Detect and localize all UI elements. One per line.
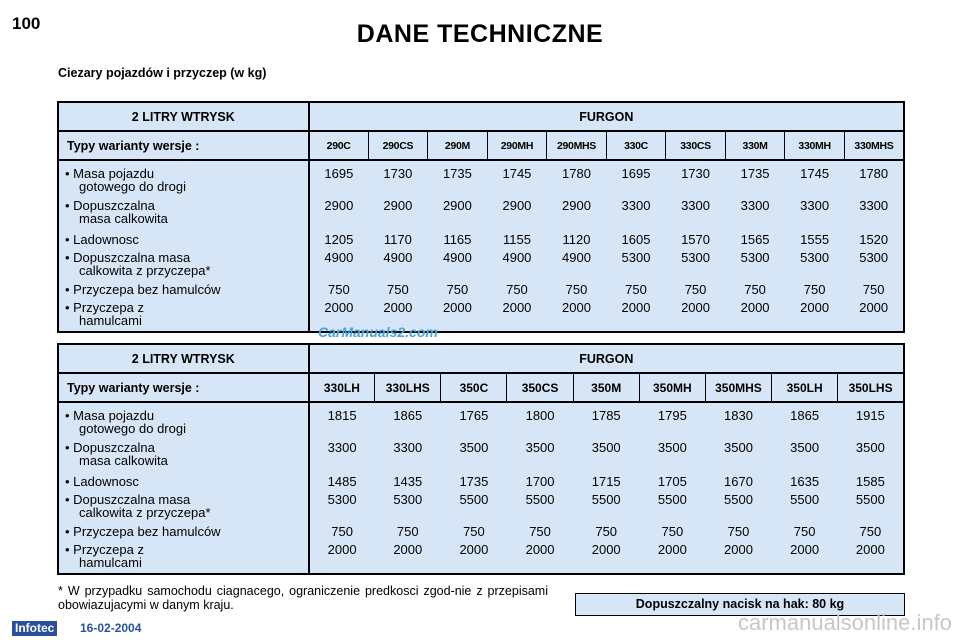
type-column-header: 350MHS [705, 373, 771, 402]
cell-value: 1795 [657, 408, 687, 423]
cell-value: 2000 [441, 543, 507, 574]
cell-value: 2900 [383, 198, 413, 213]
cell-value: 1155 [502, 232, 531, 247]
cell-value: 2000 [368, 301, 428, 332]
type-column-header: 290MH [487, 131, 547, 160]
cell-value: 750 [862, 282, 885, 297]
cell-value: 3300 [393, 440, 423, 455]
row-label: hamulcami [79, 555, 142, 570]
row-label: calkowita z przyczepa* [79, 505, 211, 520]
cell-value: 3500 [657, 440, 687, 455]
table-row [58, 251, 904, 283]
cell-value: 1765 [459, 408, 489, 423]
cell-value: 5300 [393, 492, 423, 507]
cell-value: 2000 [725, 301, 785, 332]
cell-value: 2000 [844, 301, 904, 332]
cell-value: 2000 [606, 301, 666, 332]
cell-value: 1780 [859, 166, 889, 181]
footnote: * W przypadku samochodu ciagnacego, ograniczenie predkosci zgod-nie z przepisami obowiazujacymi w danym kraju. [58, 584, 548, 612]
body-type-header: FURGON [309, 344, 904, 373]
cell-value: 750 [744, 282, 766, 297]
type-column-header: 290M [428, 131, 488, 160]
engine-header: 2 LITRY WTRYSK [58, 344, 309, 373]
type-column-header: 350C [441, 373, 507, 402]
cell-value: 1605 [621, 232, 651, 247]
cell-value: 1570 [681, 232, 710, 247]
cell-value: 750 [565, 282, 588, 297]
cell-value: 2000 [547, 301, 607, 332]
row-label: • Przyczepa z [65, 300, 144, 315]
cell-value: 4900 [442, 250, 472, 265]
cell-value: 3500 [790, 440, 820, 455]
print-date: 16-02-2004 [80, 621, 142, 635]
cell-value: 1165 [443, 232, 472, 247]
row-label: masa calkowita [79, 211, 168, 226]
cell-value: 5300 [621, 250, 651, 265]
row-label: gotowego do drogi [79, 179, 186, 194]
table-row [58, 301, 904, 332]
cell-value: 4900 [562, 250, 591, 265]
site-watermark: carmanualsonline.info [737, 610, 952, 635]
cell-value: 1735 [459, 474, 489, 489]
type-column-header: 350LHS [838, 373, 904, 402]
row-label: hamulcami [79, 313, 142, 328]
cell-value: 5500 [525, 492, 555, 507]
cell-value: 1735 [740, 166, 770, 181]
cell-value: 3500 [855, 440, 885, 455]
cell-value: 5500 [591, 492, 621, 507]
watermark: CarManuals2.com [318, 324, 438, 340]
table-row [58, 402, 904, 441]
cell-value: 1815 [327, 408, 357, 423]
types-label: Typy warianty wersje : [58, 131, 309, 160]
cell-value: 5500 [459, 492, 489, 507]
cell-value: 750 [793, 524, 816, 539]
row-label: • Ladownosc [65, 232, 139, 247]
cell-value: 2000 [309, 543, 375, 574]
type-column-header: 290C [309, 131, 369, 160]
cell-value: 1730 [383, 166, 413, 181]
cell-value: 750 [661, 524, 684, 539]
cell-value: 1865 [790, 408, 820, 423]
type-column-header: 330MH [785, 131, 845, 160]
cell-value: 3500 [459, 440, 489, 455]
cell-value: 1205 [324, 232, 354, 247]
cell-value: 1585 [855, 474, 885, 489]
cell-value: 2000 [428, 301, 488, 332]
cell-value: 1715 [591, 474, 621, 489]
cell-value: 3500 [724, 440, 753, 455]
type-column-header: 330LH [309, 373, 375, 402]
table-row [58, 543, 904, 574]
row-label: gotowego do drogi [79, 421, 186, 436]
weights-table-2 [57, 343, 905, 575]
cell-value: 2900 [324, 198, 354, 213]
table-row [58, 283, 904, 301]
cell-value: 3500 [525, 440, 555, 455]
type-column-header: 330CS [666, 131, 726, 160]
weights-table-1 [57, 101, 905, 333]
type-column-header: 350M [573, 373, 639, 402]
cell-value: 750 [396, 524, 419, 539]
cell-value: 4900 [324, 250, 354, 265]
type-column-header: 350MH [639, 373, 705, 402]
type-column-header: 350LH [772, 373, 838, 402]
cell-value: 1745 [502, 166, 532, 181]
row-label: masa calkowita [79, 453, 168, 468]
cell-value: 1915 [855, 408, 885, 423]
cell-value: 2000 [573, 543, 639, 574]
type-column-header: 330LHS [375, 373, 441, 402]
cell-value: 1695 [621, 166, 651, 181]
type-column-header: 330C [606, 131, 666, 160]
cell-value: 2000 [785, 301, 845, 332]
cell-value: 750 [803, 282, 826, 297]
table-row [58, 199, 904, 233]
row-label: • Przyczepa bez hamulców [65, 282, 221, 297]
cell-value: 1670 [724, 474, 753, 489]
engine-header: 2 LITRY WTRYSK [58, 102, 309, 131]
cell-value: 5300 [740, 250, 770, 265]
cell-value: 750 [595, 524, 618, 539]
cell-value: 3300 [800, 198, 830, 213]
cell-value: 5300 [800, 250, 830, 265]
body-type-header: FURGON [309, 102, 904, 131]
type-column-header: 290MHS [547, 131, 607, 160]
cell-value: 1520 [859, 232, 889, 247]
row-label: • Dopuszczalna masa [65, 250, 191, 265]
row-label: • Dopuszczalna [65, 440, 155, 455]
cell-value: 2900 [502, 198, 532, 213]
row-label: • Przyczepa bez hamulców [65, 524, 221, 539]
cell-value: 750 [387, 282, 409, 297]
cell-value: 2000 [375, 543, 441, 574]
table-row [58, 233, 904, 251]
cell-value: 750 [446, 282, 469, 297]
cell-value: 2000 [487, 301, 547, 332]
cell-value: 2000 [666, 301, 726, 332]
cell-value: 2000 [507, 543, 573, 574]
cell-value: 5500 [790, 492, 820, 507]
towbar-load-box: Dopuszczalny nacisk na hak: 80 kg [575, 593, 905, 616]
types-label: Typy warianty wersje : [58, 373, 309, 402]
cell-value: 5300 [681, 250, 710, 265]
cell-value: 3300 [859, 198, 889, 213]
cell-value: 1435 [393, 474, 423, 489]
page-title: DANE TECHNICZNE [356, 20, 604, 48]
cell-value: 5500 [855, 492, 885, 507]
type-column-header: 290CS [368, 131, 428, 160]
cell-value: 1865 [393, 408, 423, 423]
cell-value: 1735 [442, 166, 472, 181]
table-row [58, 493, 904, 525]
cell-value: 4900 [383, 250, 413, 265]
table-row [58, 441, 904, 475]
cell-value: 5500 [724, 492, 753, 507]
cell-value: 750 [727, 524, 750, 539]
cell-value: 5300 [859, 250, 889, 265]
cell-value: 1785 [591, 408, 621, 423]
cell-value: 1635 [790, 474, 820, 489]
type-column-header: 350CS [507, 373, 573, 402]
cell-value: 1695 [324, 166, 354, 181]
cell-value: 2900 [442, 198, 472, 213]
cell-value: 1730 [681, 166, 710, 181]
type-column-header: 330MHS [844, 131, 904, 160]
cell-value: 750 [529, 524, 551, 539]
cell-value: 1745 [800, 166, 830, 181]
cell-value: 2000 [838, 543, 904, 574]
cell-value: 3500 [591, 440, 621, 455]
cell-value: 1780 [562, 166, 591, 181]
cell-value: 5300 [327, 492, 357, 507]
table-row [58, 160, 904, 199]
cell-value: 750 [684, 282, 707, 297]
cell-value: 4900 [502, 250, 532, 265]
row-label: • Ladownosc [65, 474, 139, 489]
cell-value: 2000 [639, 543, 705, 574]
cell-value: 1120 [562, 232, 591, 247]
row-label: • Masa pojazdu [65, 166, 155, 181]
cell-value: 750 [625, 282, 647, 297]
cell-value: 1485 [327, 474, 357, 489]
cell-value: 750 [331, 524, 353, 539]
cell-value: 3300 [327, 440, 357, 455]
row-label: • Dopuszczalna masa [65, 492, 191, 507]
type-column-header: 330M [725, 131, 785, 160]
table-row [58, 525, 904, 543]
row-label: calkowita z przyczepa* [79, 263, 211, 278]
table-row [58, 475, 904, 493]
cell-value: 1170 [383, 232, 412, 247]
section-subtitle: Ciezary pojazdów i przyczep (w kg) [58, 66, 267, 80]
cell-value: 1830 [724, 408, 753, 423]
cell-value: 2900 [562, 198, 591, 213]
cell-value: 1800 [525, 408, 555, 423]
row-label: • Przyczepa z [65, 542, 144, 557]
cell-value: 1705 [657, 474, 687, 489]
page-number: 100 [12, 14, 41, 33]
cell-value: 750 [506, 282, 528, 297]
infotec-logo: Infotec [12, 621, 57, 636]
cell-value: 1565 [740, 232, 770, 247]
cell-value: 2000 [772, 543, 838, 574]
cell-value: 750 [328, 282, 350, 297]
cell-value: 750 [859, 524, 882, 539]
row-label: • Dopuszczalna [65, 198, 155, 213]
cell-value: 2000 [705, 543, 771, 574]
cell-value: 5500 [657, 492, 687, 507]
cell-value: 2000 [309, 301, 369, 332]
cell-value: 3300 [740, 198, 770, 213]
row-label: • Masa pojazdu [65, 408, 155, 423]
cell-value: 3300 [681, 198, 710, 213]
cell-value: 3300 [621, 198, 651, 213]
cell-value: 1555 [800, 232, 830, 247]
cell-value: 1700 [525, 474, 555, 489]
cell-value: 750 [463, 524, 485, 539]
